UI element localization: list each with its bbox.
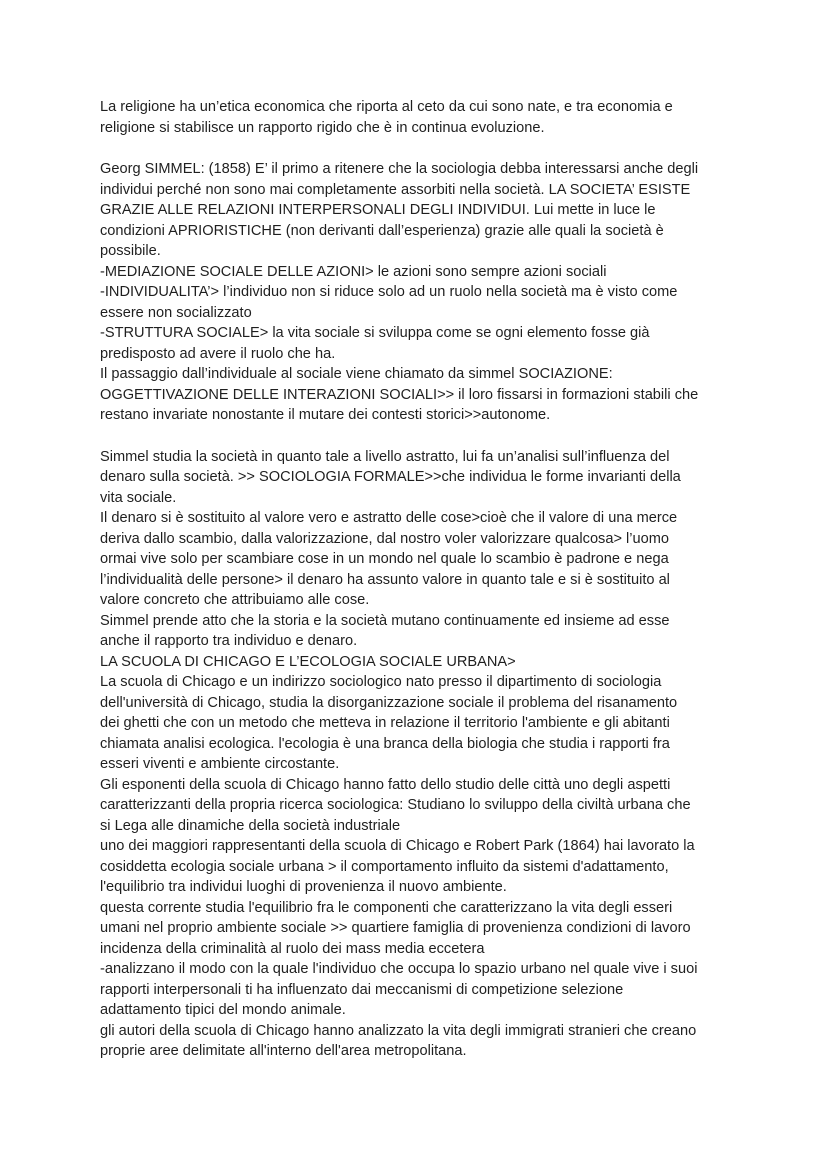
text-line: l’individualità delle persone> il denaro ha assunto valore in quanto tale e si è sostituito al: [100, 571, 670, 588]
text-line: si Lega alle dinamiche della società industriale: [100, 817, 401, 834]
text-line: -analizzano il modo con la quale l'individuo che occupa lo spazio urbano nel quale vive i suoi: [100, 961, 698, 977]
text-line: incidenza della criminalità al ruolo dei mass media eccetera: [100, 940, 485, 957]
text-line: LA SCUOLA DI CHICAGO E L’ECOLOGIA SOCIALE URBANA>: [100, 653, 516, 670]
text-line: restano invariate nonostante il mutare dei contesti storici>>autonome.: [100, 407, 551, 423]
document-page: [100, 97, 740, 1062]
text-line: cosiddetta ecologia sociale urbana > il comportamento influito da sistemi d'adattamento,: [100, 858, 669, 875]
text-line: Simmel prende atto che la storia e la società mutano continuamente ed insieme ad esse: [100, 612, 670, 629]
text-line: Simmel studia la società in quanto tale a livello astratto, lui fa un’analisi sull’influenza del: [100, 448, 670, 465]
text-line: Gli esponenti della scuola di Chicago hanno fatto dello studio delle città uno degli aspetti: [100, 776, 671, 793]
text-line: -INDIVIDUALITA’> l’individuo non si riduce solo ad un ruolo nella società ma è visto come: [100, 284, 678, 300]
text-line: GRAZIE ALLE RELAZIONI INTERPERSONALI DEGLI INDIVIDUI. Lui mette in luce le: [100, 202, 656, 218]
text-line: chiamata analisi ecologica. l'ecologia è una branca della biologia che studia i rapporti fra: [100, 735, 670, 752]
text-line: possibile.: [100, 243, 161, 259]
text-line: essere non socializzato: [100, 304, 252, 321]
text-line: denaro sulla società. >> SOCIOLOGIA FORMALE>>che individua le forme invarianti della: [100, 469, 681, 485]
text-line: -MEDIAZIONE SOCIALE DELLE AZIONI> le azioni sono sempre azioni sociali: [100, 263, 607, 280]
text-line: dell'università di Chicago, studia la disorganizzazione sociale il problema del risanamento: [100, 694, 678, 711]
text-line: valore concreto che attribuiamo alle cose.: [100, 592, 370, 608]
text-line: rapporti interpersonali ti ha influenzato dai meccanismi di competizione selezione: [100, 981, 624, 998]
text-line: uno dei maggiori rappresentanti della scuola di Chicago e Robert Park (1864) hai lavorato la: [100, 838, 695, 854]
paragraph: [100, 447, 740, 1062]
text-line: La religione ha un’etica economica che riporta al ceto da cui sono nate, e tra economia e: [100, 99, 673, 115]
text-line: religione si stabilisce un rapporto rigido che è in continua evoluzione.: [100, 119, 545, 136]
text-line: proprie aree delimitate all'interno dell'area metropolitana.: [100, 1043, 467, 1059]
text-line: -STRUTTURA SOCIALE> la vita sociale si sviluppa come se ogni elemento fosse già: [100, 325, 650, 341]
text-line: gli autori della scuola di Chicago hanno analizzato la vita degli immigrati stranieri che creano: [100, 1022, 697, 1039]
text-line: condizioni APRIORISTICHE (non derivanti dall’esperienza) grazie alle quali la società è: [100, 222, 664, 239]
text-line: predisposto ad avere il ruolo che ha.: [100, 345, 336, 362]
paragraph-spacer: [100, 426, 740, 447]
text-line: caratterizzanti della propria ricerca sociologica: Studiano lo sviluppo della civiltà urbana che: [100, 797, 691, 813]
text-line: Il passaggio dall’individuale al sociale viene chiamato da simmel SOCIAZIONE:: [100, 366, 613, 382]
paragraph: [100, 97, 740, 138]
text-line: questa corrente studia l'equilibrio fra le componenti che caratterizzano la vita degli esseri: [100, 899, 673, 916]
text-line: OGGETTIVAZIONE DELLE INTERAZIONI SOCIALI>> il loro fissarsi in formazioni stabili che: [100, 386, 699, 403]
text-line: Georg SIMMEL: (1858) E’ il primo a ritenere che la sociologia debba interessarsi anche degli: [100, 161, 699, 177]
text-line: dei ghetti che con un metodo che metteva in relazione il territorio l'ambiente e gli abitanti: [100, 715, 670, 731]
text-line: vita sociale.: [100, 489, 177, 506]
text-line: ormai vive solo per scambiare cose in un mondo nel quale lo scambio è padrone e nega: [100, 551, 669, 567]
text-line: l'equilibrio tra individui luoghi di provenienza il nuovo ambiente.: [100, 879, 507, 895]
text-line: individui perché non sono mai completamente assorbiti nella società. LA SOCIETA’ ESISTE: [100, 181, 691, 198]
text-line: Il denaro si è sostituito al valore vero e astratto delle cose>cioè che il valore di una merce: [100, 510, 678, 526]
paragraph: [100, 159, 740, 426]
text-line: anche il rapporto tra individuo e denaro.: [100, 633, 358, 649]
text-line: La scuola di Chicago e un indirizzo sociologico nato presso il dipartimento di sociologia: [100, 674, 662, 690]
text-line: umani nel proprio ambiente sociale >> quartiere famiglia di provenienza condizioni di lavoro: [100, 920, 691, 936]
text-line: deriva dallo scambio, dalla valorizzazione, dal nostro voler valorizzare qualcosa> l’uomo: [100, 530, 670, 547]
text-line: esseri viventi e ambiente circostante.: [100, 756, 340, 772]
paragraph-spacer: [100, 138, 740, 159]
text-line: adattamento tipici del mondo animale.: [100, 1002, 346, 1018]
